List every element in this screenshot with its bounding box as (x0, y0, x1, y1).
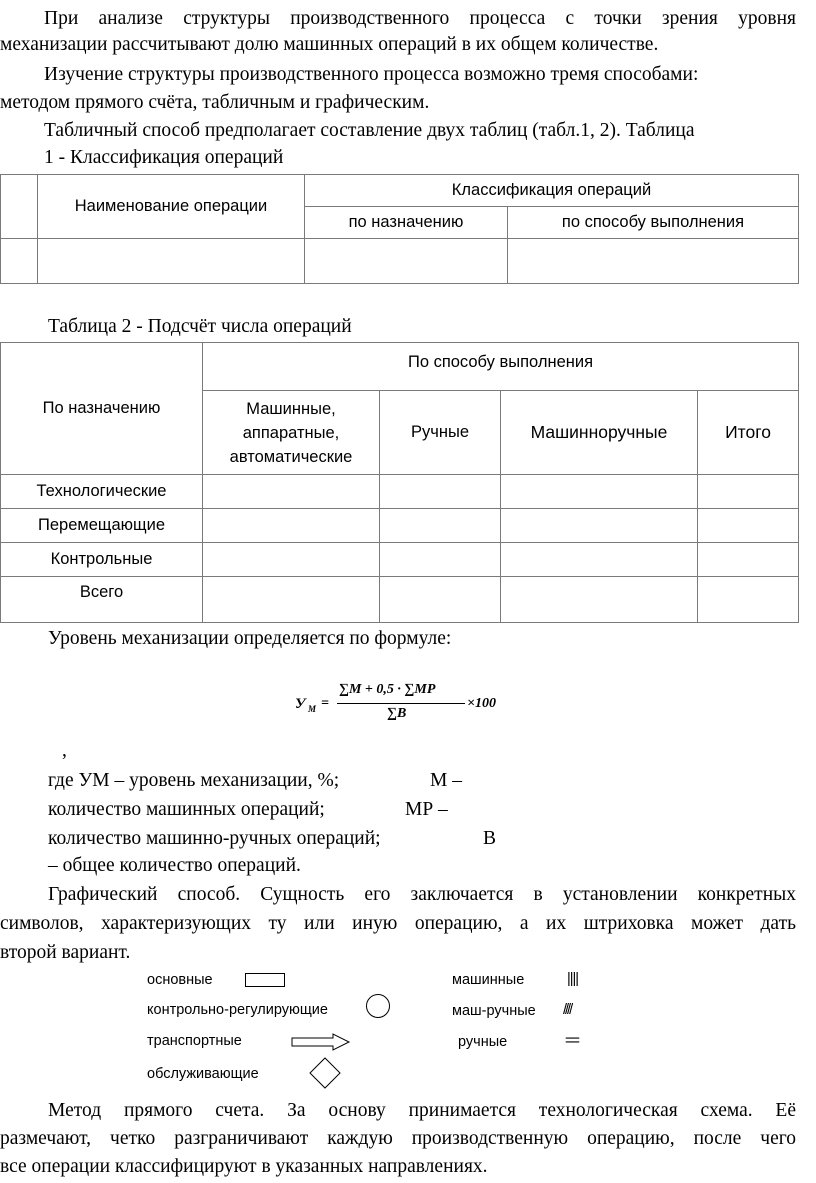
col-header: по способу выполнения (508, 207, 799, 239)
symbol-label-main: основные (147, 972, 213, 988)
graphic-paragraph-line: Графический способ. Сущность его заключается в установлении конкретных (48, 884, 796, 905)
table-cell (38, 239, 305, 284)
col-group-header: По способу выполнения (203, 343, 799, 391)
table-cell (380, 475, 501, 509)
direct-paragraph-line: Метод прямого счета. За основу принимается технологическая схема. Её (48, 1100, 796, 1121)
table-cell (203, 475, 380, 509)
intro-line: методом прямого счёта, табличным и графическим. (0, 92, 430, 113)
symbol-label-service: обслуживающие (147, 1066, 259, 1082)
formula-multiplier: ×100 (467, 696, 496, 711)
row-label: Контрольные (1, 543, 203, 577)
symbol-label-manual: ручные (458, 1034, 508, 1050)
row-label: Технологические (1, 475, 203, 509)
col-header: Машинные, аппаратные, автоматические (203, 391, 380, 475)
circle-icon (366, 994, 390, 1018)
table-cell (380, 509, 501, 543)
table-cell (501, 577, 698, 623)
legend-text: В (483, 828, 497, 849)
legend-text: – общее количество операций. (48, 855, 301, 876)
legend-text: М – (430, 770, 462, 791)
table2-caption: Таблица 2 - Подсчёт числа операций (48, 316, 352, 337)
row-header-title: По назначению (1, 343, 203, 475)
classification-table (0, 174, 799, 284)
formula-lhs-sub: М (308, 704, 317, 714)
table-cell (698, 577, 799, 623)
intro-line: механизации рассчитывают долю машинных операций в их общем количестве. (0, 34, 659, 55)
rectangle-icon (245, 973, 285, 987)
table-cell (501, 509, 698, 543)
graphic-paragraph-line: второй вариант. (0, 942, 131, 963)
col-header: Итого (698, 391, 799, 475)
legend-text: МР – (405, 799, 448, 820)
symbol-label-transport: транспортные (147, 1033, 242, 1049)
table-cell (203, 577, 380, 623)
hatch-horizontal-icon: == (565, 1033, 578, 1049)
legend-text: количество машинно-ручных операций; (48, 828, 381, 849)
formula-lhs: У (295, 696, 306, 712)
fraction-bar (337, 703, 465, 704)
row-label: Перемещающие (1, 509, 203, 543)
intro-line: При анализе структуры производственного процесса с точки зрения уровня (44, 8, 796, 29)
legend-text: где УМ – уровень механизации, %; (48, 770, 340, 791)
formula-numerator: ∑М + 0,5 · ∑МР (339, 682, 436, 697)
symbol-label-semi-machine: маш-ручные (452, 1003, 536, 1019)
col-header: Ручные (380, 391, 501, 475)
col-header: по назначению (305, 207, 508, 239)
symbol-label-control: контрольно-регулирующие (147, 1002, 328, 1018)
table-cell (1, 239, 38, 284)
direct-paragraph-line: размечают, четко разграничивают каждую производственную операцию, после чего (0, 1128, 796, 1149)
table-cell (203, 509, 380, 543)
graphic-paragraph-line: символов, характеризующих ту или иную операцию, а их штриховка может дать (0, 913, 796, 934)
direct-paragraph-line: все операции классифицируют в указанных направлениях. (0, 1156, 488, 1177)
table-cell (501, 543, 698, 577)
hatch-vertical-icon: |||| (567, 971, 579, 987)
formula-equals: = (321, 696, 329, 711)
table-cell (380, 577, 501, 623)
count-table (0, 342, 799, 623)
hatch-diagonal-icon: //// (563, 1002, 572, 1018)
table-cell (508, 239, 799, 284)
symbol-label-machine: машинные (452, 972, 525, 988)
formula-comma: , (62, 740, 67, 761)
intro-line: Табличный способ предполагает составление двух таблиц (табл.1, 2). Таблица (44, 120, 695, 141)
arrow-icon (291, 1032, 351, 1052)
table-cell (380, 543, 501, 577)
intro-line: Изучение структуры производственного процесса возможно тремя способами: (44, 64, 699, 85)
col-header: Машинноручные (501, 391, 698, 475)
table1-caption: 1 - Классификация операций (44, 147, 284, 168)
table-cell (501, 475, 698, 509)
formula-intro: Уровень механизации определяется по формуле: (48, 628, 452, 649)
formula-denominator: ∑В (387, 706, 407, 721)
col-header: Классификация операций (305, 175, 799, 207)
row-label: Всего (1, 577, 203, 623)
table-cell (1, 175, 38, 239)
table-cell (305, 239, 508, 284)
col-header: Наименование операции (38, 175, 305, 239)
table-cell (698, 475, 799, 509)
mechanization-formula (295, 682, 510, 726)
table-cell (203, 543, 380, 577)
table-cell (698, 509, 799, 543)
diamond-icon (309, 1057, 341, 1089)
legend-text: количество машинных операций; (48, 799, 325, 820)
table-cell (698, 543, 799, 577)
